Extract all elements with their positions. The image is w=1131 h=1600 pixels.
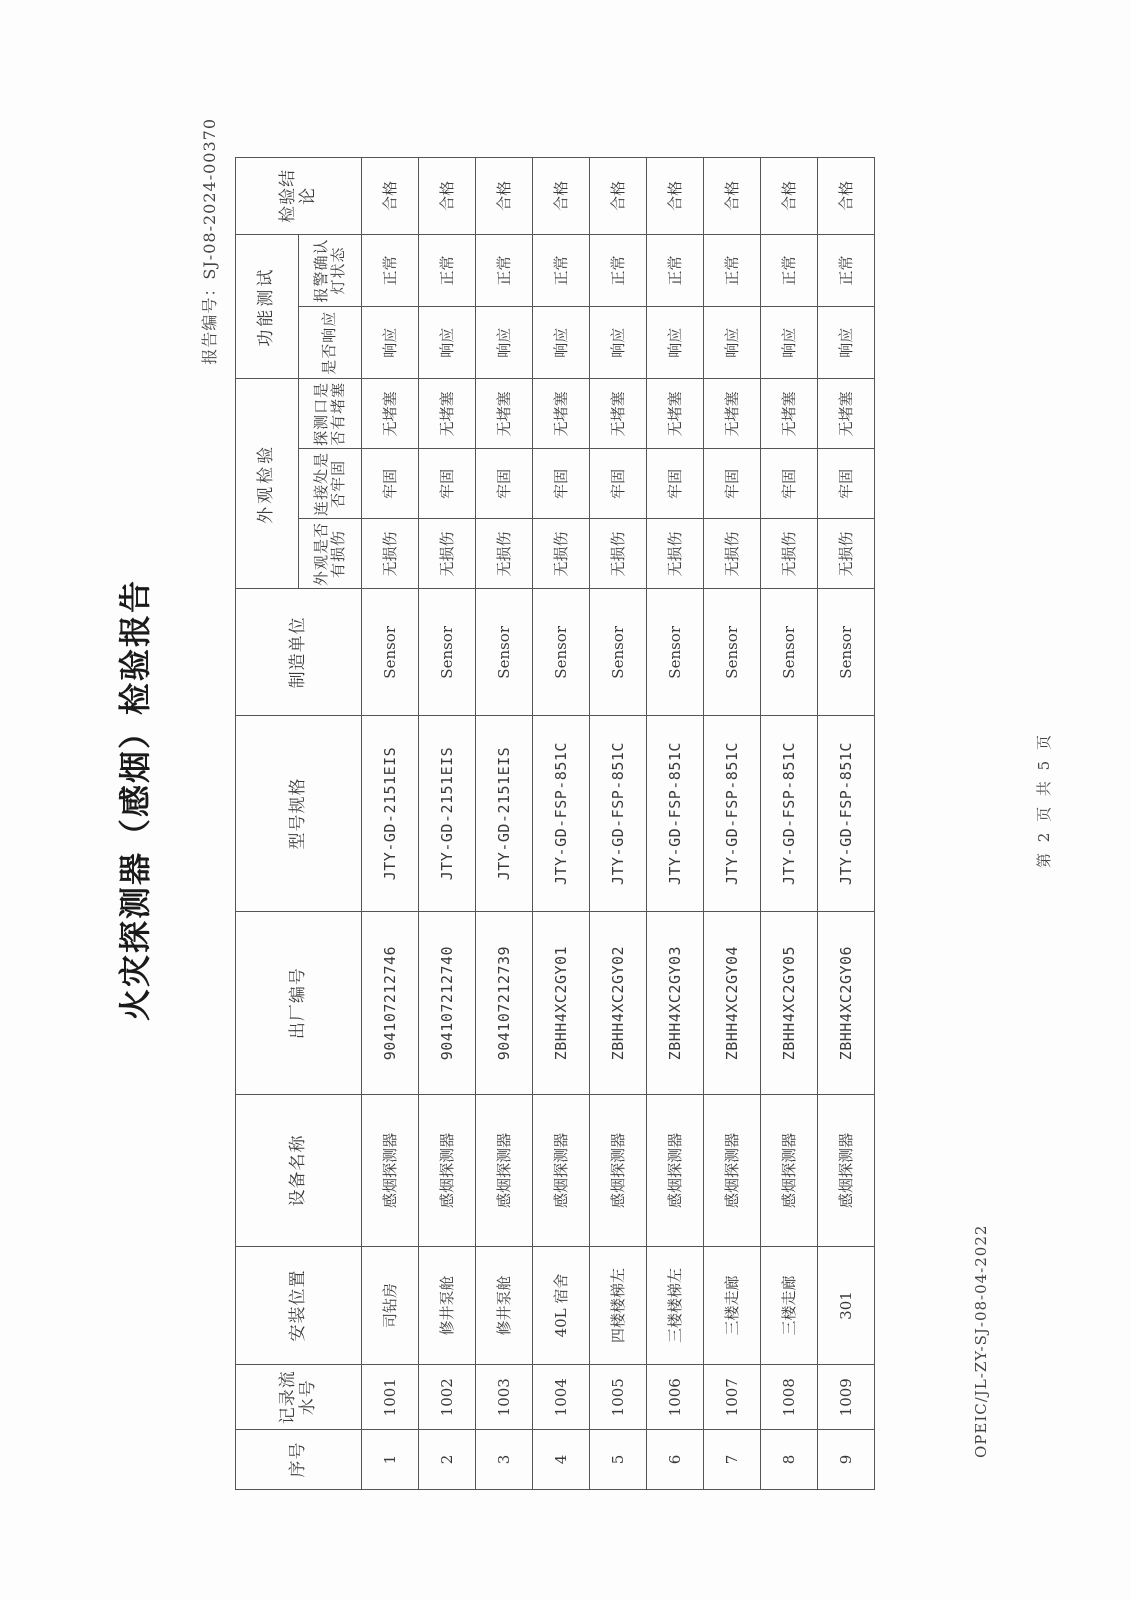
header-alarm-light: 报警确认灯状态 (299, 234, 362, 306)
cell-conclusion: 合格 (704, 158, 761, 235)
cell-response: 响应 (761, 307, 818, 379)
cell-damage: 无损伤 (362, 519, 419, 589)
cell-conclusion: 合格 (818, 158, 875, 235)
cell-location: 301 (818, 1246, 875, 1365)
cell-model: JTY-GD-FSP-851C (761, 716, 818, 912)
cell-serial-no: ZBHH4XC2GY05 (761, 911, 818, 1094)
header-manufacturer: 制造单位 (236, 589, 362, 716)
cell-record-no: 1003 (476, 1365, 533, 1429)
cell-device-name: 感烟探测器 (818, 1095, 875, 1246)
cell-firm: 牢固 (647, 449, 704, 519)
cell-damage: 无损伤 (761, 519, 818, 589)
header-port-blocked: 探测口是否有堵塞 (299, 379, 362, 449)
cell-serial-no: 904107212739 (476, 911, 533, 1094)
cell-record-no: 1002 (419, 1365, 476, 1429)
cell-record-no: 1001 (362, 1365, 419, 1429)
cell-location: 修井泵舱 (476, 1246, 533, 1365)
cell-firm: 牢固 (704, 449, 761, 519)
cell-blocked: 无堵塞 (533, 379, 590, 449)
table-row (704, 158, 761, 1490)
cell-device-name: 感烟探测器 (533, 1095, 590, 1246)
cell-location: 三楼走廊 (761, 1246, 818, 1365)
cell-damage: 无损伤 (704, 519, 761, 589)
cell-location: 司钻房 (362, 1246, 419, 1365)
cell-location: 三楼走廊 (704, 1246, 761, 1365)
header-connection-firm: 连接处是否牢固 (299, 449, 362, 519)
cell-manufacturer: Sensor (533, 589, 590, 716)
header-record-no: 记录流水号 (236, 1365, 362, 1429)
table-row (533, 158, 590, 1490)
cell-response: 响应 (476, 307, 533, 379)
cell-alarm-light: 正常 (533, 234, 590, 306)
cell-firm: 牢固 (533, 449, 590, 519)
cell-response: 响应 (362, 307, 419, 379)
header-appearance-damage: 外观是否有损伤 (299, 519, 362, 589)
cell-serial-no: 904107212746 (362, 911, 419, 1094)
cell-model: JTY-GD-2151EIS (476, 716, 533, 912)
cell-blocked: 无堵塞 (704, 379, 761, 449)
cell-seq: 5 (590, 1429, 647, 1489)
cell-alarm-light: 正常 (818, 234, 875, 306)
header-appearance: 外观检验 (236, 379, 299, 589)
cell-conclusion: 合格 (476, 158, 533, 235)
report-title: 火灾探测器（感烟）检验报告 (116, 579, 154, 1022)
cell-alarm-light: 正常 (419, 234, 476, 306)
cell-seq: 7 (704, 1429, 761, 1489)
cell-alarm-light: 正常 (647, 234, 704, 306)
cell-model: JTY-GD-2151EIS (362, 716, 419, 912)
cell-serial-no: ZBHH4XC2GY02 (590, 911, 647, 1094)
cell-device-name: 感烟探测器 (476, 1095, 533, 1246)
cell-damage: 无损伤 (590, 519, 647, 589)
cell-manufacturer: Sensor (704, 589, 761, 716)
cell-device-name: 感烟探测器 (590, 1095, 647, 1246)
cell-manufacturer: Sensor (476, 589, 533, 716)
cell-firm: 牢固 (362, 449, 419, 519)
cell-record-no: 1008 (761, 1365, 818, 1429)
header-serial-no: 出厂编号 (236, 911, 362, 1094)
cell-model: JTY-GD-FSP-851C (533, 716, 590, 912)
cell-firm: 牢固 (761, 449, 818, 519)
cell-record-no: 1009 (818, 1365, 875, 1429)
cell-damage: 无损伤 (533, 519, 590, 589)
header-device-name: 设备名称 (236, 1095, 362, 1246)
cell-seq: 3 (476, 1429, 533, 1489)
cell-damage: 无损伤 (476, 519, 533, 589)
cell-model: JTY-GD-FSP-851C (818, 716, 875, 912)
cell-location: 40L 宿舍 (533, 1246, 590, 1365)
cell-device-name: 感烟探测器 (704, 1095, 761, 1246)
cell-record-no: 1006 (647, 1365, 704, 1429)
cell-device-name: 感烟探测器 (647, 1095, 704, 1246)
cell-firm: 牢固 (818, 449, 875, 519)
cell-device-name: 感烟探测器 (419, 1095, 476, 1246)
report-number: 报告编号：SJ-08-2024-00370 (200, 118, 219, 365)
cell-alarm-light: 正常 (704, 234, 761, 306)
cell-conclusion: 合格 (533, 158, 590, 235)
cell-blocked: 无堵塞 (362, 379, 419, 449)
cell-seq: 4 (533, 1429, 590, 1489)
cell-manufacturer: Sensor (419, 589, 476, 716)
cell-response: 响应 (818, 307, 875, 379)
cell-manufacturer: Sensor (818, 589, 875, 716)
cell-seq: 8 (761, 1429, 818, 1489)
cell-serial-no: ZBHH4XC2GY03 (647, 911, 704, 1094)
cell-device-name: 感烟探测器 (362, 1095, 419, 1246)
cell-model: JTY-GD-2151EIS (419, 716, 476, 912)
table-row (647, 158, 704, 1490)
cell-serial-no: 904107212740 (419, 911, 476, 1094)
cell-conclusion: 合格 (362, 158, 419, 235)
inspection-table (235, 157, 875, 1490)
cell-firm: 牢固 (590, 449, 647, 519)
cell-model: JTY-GD-FSP-851C (704, 716, 761, 912)
cell-alarm-light: 正常 (590, 234, 647, 306)
header-function-test: 功能测试 (236, 234, 299, 379)
cell-manufacturer: Sensor (761, 589, 818, 716)
cell-blocked: 无堵塞 (419, 379, 476, 449)
cell-seq: 6 (647, 1429, 704, 1489)
form-code: OPEIC/JL-ZY-SJ-08-04-2022 (972, 1224, 990, 1458)
header-location: 安装位置 (236, 1246, 362, 1365)
cell-record-no: 1004 (533, 1365, 590, 1429)
table-row (590, 158, 647, 1490)
cell-location: 修井泵舱 (419, 1246, 476, 1365)
cell-alarm-light: 正常 (761, 234, 818, 306)
cell-seq: 9 (818, 1429, 875, 1489)
cell-blocked: 无堵塞 (761, 379, 818, 449)
cell-manufacturer: Sensor (590, 589, 647, 716)
cell-manufacturer: Sensor (362, 589, 419, 716)
cell-conclusion: 合格 (590, 158, 647, 235)
cell-seq: 1 (362, 1429, 419, 1489)
header-seq: 序号 (236, 1429, 362, 1489)
cell-response: 响应 (704, 307, 761, 379)
header-response: 是否响应 (299, 307, 362, 379)
cell-seq: 2 (419, 1429, 476, 1489)
header-conclusion: 检验结论 (236, 158, 362, 235)
cell-conclusion: 合格 (761, 158, 818, 235)
table-row (761, 158, 818, 1490)
cell-location: 三楼楼梯左 (647, 1246, 704, 1365)
cell-record-no: 1007 (704, 1365, 761, 1429)
report-sheet (65, 100, 1065, 1500)
cell-damage: 无损伤 (419, 519, 476, 589)
cell-firm: 牢固 (476, 449, 533, 519)
cell-alarm-light: 正常 (476, 234, 533, 306)
cell-blocked: 无堵塞 (590, 379, 647, 449)
cell-record-no: 1005 (590, 1365, 647, 1429)
cell-serial-no: ZBHH4XC2GY01 (533, 911, 590, 1094)
table-row (362, 158, 419, 1490)
cell-serial-no: ZBHH4XC2GY04 (704, 911, 761, 1094)
cell-serial-no: ZBHH4XC2GY06 (818, 911, 875, 1094)
cell-response: 响应 (419, 307, 476, 379)
cell-conclusion: 合格 (647, 158, 704, 235)
page-number: 第 2 页 共 5 页 (1035, 732, 1053, 868)
cell-response: 响应 (647, 307, 704, 379)
cell-blocked: 无堵塞 (647, 379, 704, 449)
cell-alarm-light: 正常 (362, 234, 419, 306)
table-row (818, 158, 875, 1490)
cell-blocked: 无堵塞 (818, 379, 875, 449)
cell-conclusion: 合格 (419, 158, 476, 235)
table-row (476, 158, 533, 1490)
cell-firm: 牢固 (419, 449, 476, 519)
cell-response: 响应 (590, 307, 647, 379)
cell-location: 四楼楼梯左 (590, 1246, 647, 1365)
cell-device-name: 感烟探测器 (761, 1095, 818, 1246)
cell-model: JTY-GD-FSP-851C (590, 716, 647, 912)
cell-damage: 无损伤 (647, 519, 704, 589)
cell-blocked: 无堵塞 (476, 379, 533, 449)
header-model: 型号规格 (236, 716, 362, 912)
cell-manufacturer: Sensor (647, 589, 704, 716)
cell-model: JTY-GD-FSP-851C (647, 716, 704, 912)
cell-damage: 无损伤 (818, 519, 875, 589)
table-row (419, 158, 476, 1490)
cell-response: 响应 (533, 307, 590, 379)
